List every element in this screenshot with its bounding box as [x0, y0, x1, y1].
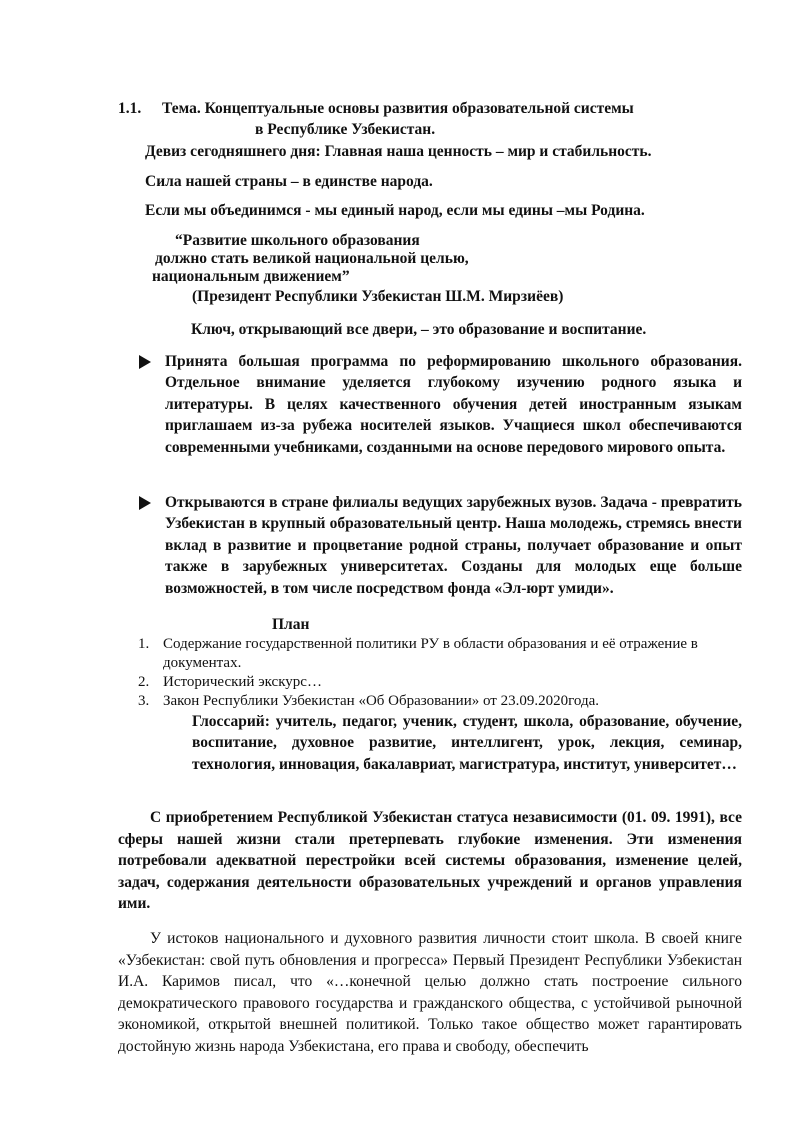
plan-item-text: Содержание государственной политики РУ в области образования и её отражение в документах.	[163, 636, 698, 671]
bullet-paragraph-school-reform: Принята большая программа по реформированию школьного образования. Отдельное внимание уделяется глубокому изучению родного языка и литературы. В целях качественного обучения детей иностранным языкам приглашаем из-за рубежа носителей языков. Учащиеся школ обеспечиваются современными учебниками, созданными на основе передового мирового опыта.	[165, 353, 742, 456]
plan-item	[138, 692, 748, 711]
quote-line-2: должно стать великой национальной целью,	[155, 250, 469, 267]
strength-statement: Сила нашей страны – в единстве народа.	[145, 173, 433, 190]
plan-item	[138, 635, 748, 673]
plan-item-number: 1.	[138, 636, 150, 652]
arrow-right-icon	[138, 355, 152, 369]
plan-item-text: Закон Республики Узбекистан «Об Образовании» от 23.09.2020года.	[163, 693, 599, 709]
section-title-line-2: в Республике Узбекистан.	[255, 121, 436, 138]
quote-line-3: национальным движением”	[152, 268, 350, 285]
quote-line-1: “Развитие школьного образования	[175, 232, 420, 249]
bullet-paragraph-foreign-universities: Открываются в стране филиалы ведущих зарубежных вузов. Задача - превратить Узбекистан в крупный образовательный центр. Наша молодежь, стремясь внести вклад в развитие и процветание родной страны, получает образование и опыт также в зарубежных университетах. Созданы для молодых еще больше возможностей, в том числе посредством фонда «Эл-юрт умиди».	[165, 494, 742, 597]
plan-item-number: 3.	[138, 693, 150, 709]
section-title-line-1: Тема. Концептуальные основы развития образовательной системы	[162, 100, 634, 117]
plan-item-text: Исторический экскурс…	[163, 674, 322, 690]
motto: Девиз сегодняшнего дня: Главная наша ценность – мир и стабильность.	[145, 143, 652, 160]
plan-list	[138, 635, 748, 711]
plan-item-number: 2.	[138, 674, 150, 690]
section-number: 1.1.	[118, 100, 142, 117]
plan-item	[138, 673, 748, 692]
paragraph-roots: У истоков национального и духовного развития личности стоит школа. В своей книге «Узбекистан: свой путь обновления и прогресса» Первый Президент Республики Узбекистан И.А. Каримов писал, что «…конечной целью должно стать построение сильного демократического правового государства и гражданского общества, с устойчивой рыночной экономикой, открытой внешней политикой. Только такое общество может гарантировать достойную жизнь народа Узбекистана, его права и свободу, обеспечить	[118, 930, 742, 1055]
paragraph-independence: С приобретением Республикой Узбекистан статуса независимости (01. 09. 1991), все сферы нашей жизни стали претерпевать глубокие изменения. Эти изменения потребовали адекватной перестройки всей системы образования, изменение целей, задач, содержания деятельности образовательных учреждений и органов управления ими.	[118, 809, 742, 912]
unity-statement: Если мы объединимся - мы единый народ, если мы едины –мы Родина.	[145, 202, 645, 219]
glossary: Глоссарий: учитель, педагог, ученик, студент, школа, образование, обучение, воспитание, духовное развитие, интеллигент, урок, лекция, семинар, технология, инновация, бакалавриат, магистратура, институт, университет…	[192, 713, 742, 773]
plan-title: План	[272, 616, 310, 633]
key-phrase: Ключ, открывающий все двери, – это образование и воспитание.	[191, 321, 647, 338]
arrow-right-icon	[138, 496, 152, 510]
quote-attribution: (Президент Республики Узбекистан Ш.М. Мирзиёев)	[192, 288, 564, 305]
